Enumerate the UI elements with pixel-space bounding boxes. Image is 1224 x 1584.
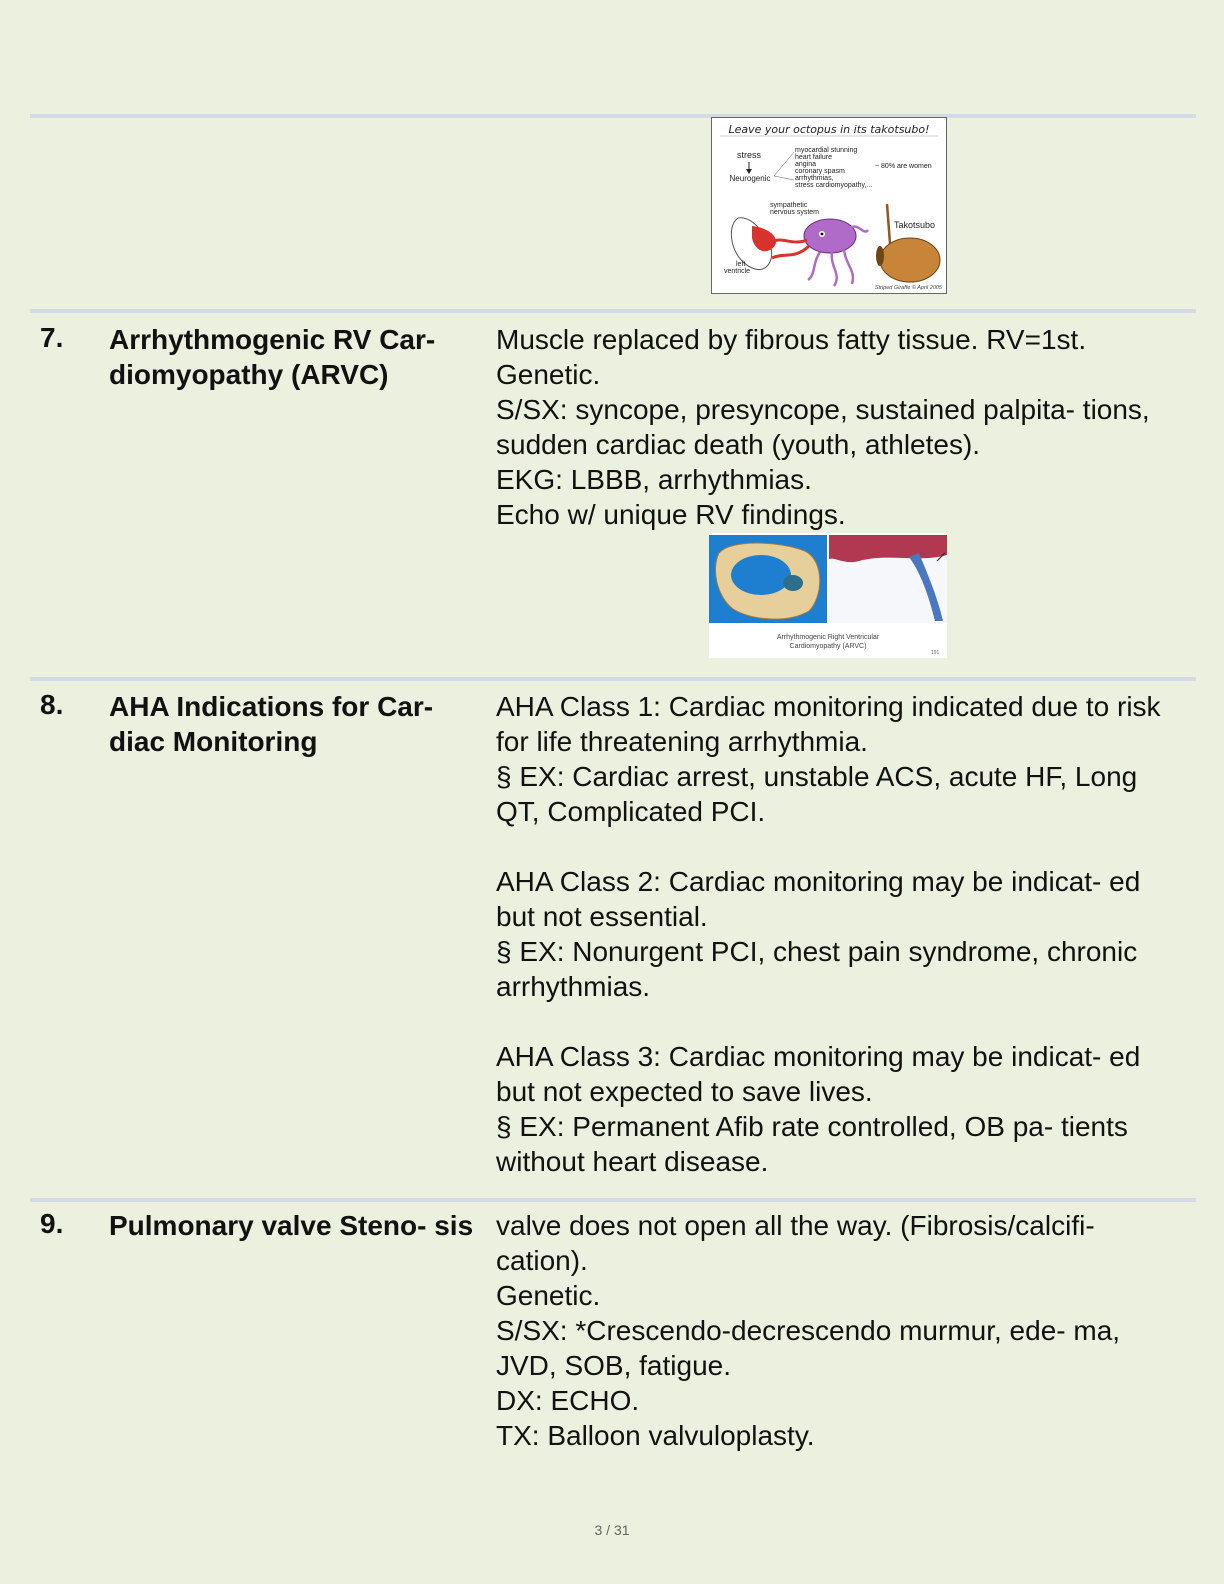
entry-number: 7. <box>40 322 64 353</box>
description-line: Muscle replaced by fibrous fatty tissue. RV=1st. <box>496 324 1087 355</box>
takotsubo-illustration <box>712 118 946 293</box>
description-line: AHA Class 2: Cardiac monitoring may be indicat- ed but not essential. <box>496 866 1141 932</box>
arvc-caption: Arrhythmogenic Right Ventricular <box>776 634 880 641</box>
takotsubo-cartoon-image <box>711 117 947 294</box>
description-line: § EX: Permanent Afib rate controlled, OB pa- tients without heart disease. <box>496 1111 1128 1177</box>
effect-item: coronary spasm <box>795 168 845 175</box>
description-line: TX: Balloon valvuloplasty. <box>496 1420 815 1451</box>
entry-description <box>496 1208 1186 1453</box>
effect-item: angina <box>795 161 817 168</box>
row-divider <box>30 677 1196 681</box>
arvc-illustration <box>709 533 947 658</box>
entry-description <box>496 322 1186 532</box>
takotsubo-label: Takotsubo <box>894 220 936 230</box>
entry-description <box>496 689 1186 1179</box>
description-line: Genetic. <box>496 359 601 390</box>
description-line: AHA Class 1: Cardiac monitoring indicated due to risk for life threatening arrhythmia. <box>496 691 1161 757</box>
sympathetic-label: nervous system <box>770 209 820 216</box>
description-line: § EX: Nonurgent PCI, chest pain syndrome, chronic arrhythmias. <box>496 936 1138 1002</box>
octopus-body <box>804 219 856 253</box>
arvc-caption: Cardiomyopathy (ARVC) <box>789 643 867 650</box>
takotsubo-pot <box>880 238 940 282</box>
row-divider <box>30 1198 1196 1202</box>
top-rule <box>30 114 1196 118</box>
cartoon-title: Leave your octopus in its takotsubo! <box>728 123 930 136</box>
entry-number: 9. <box>40 1208 64 1239</box>
description-line: S/SX: syncope, presyncope, sustained palpita- tions, sudden cardiac death (youth, athletes). <box>496 394 1150 460</box>
effect-item: stress cardiomyopathy,... <box>795 182 873 189</box>
effect-item: heart failure <box>795 154 832 161</box>
left-ventricle-label: ventricle <box>724 268 751 275</box>
description-line: Genetic. <box>496 1280 601 1311</box>
entry-term: Arrhythmogenic RV Car- diomyopathy (ARVC) <box>109 324 436 390</box>
description-line: DX: ECHO. <box>496 1385 640 1416</box>
description-line: AHA Class 3: Cardiac monitoring may be indicat- ed but not expected to save lives. <box>496 1041 1141 1107</box>
cartoon-credit: Striped Giraffe © April 2005 <box>874 285 942 291</box>
description-line: valve does not open all the way. (Fibrosis/calcifi- cation). <box>496 1210 1095 1276</box>
entry-term: Pulmonary valve Steno- sis <box>109 1210 474 1241</box>
description-line: Echo w/ unique RV findings. <box>496 499 846 530</box>
women-stat-label: ~ 80% are women <box>875 163 932 170</box>
description-line: EKG: LBBB, arrhythmias. <box>496 464 812 495</box>
effect-item: arrhythmias, <box>795 175 834 182</box>
arvc-slide-number: 191 <box>931 650 940 656</box>
effect-item: myocardial stunning <box>795 147 858 154</box>
left-ventricle-label: left <box>736 261 746 268</box>
arvc-pathology-image <box>709 533 947 658</box>
entry-term: AHA Indications for Car- diac Monitoring <box>109 691 434 757</box>
neurogenic-label: Neurogenic <box>729 174 771 183</box>
entry-number: 8. <box>40 689 64 720</box>
description-line: S/SX: *Crescendo-decrescendo murmur, ede- ma, JVD, SOB, fatigue. <box>496 1315 1121 1381</box>
description-line: § EX: Cardiac arrest, unstable ACS, acute HF, Long QT, Complicated PCI. <box>496 761 1138 827</box>
row-divider <box>30 309 1196 313</box>
sympathetic-label: sympathetic <box>770 202 808 209</box>
page-number: 3 / 31 <box>594 1522 630 1538</box>
stress-label: stress <box>736 150 762 160</box>
